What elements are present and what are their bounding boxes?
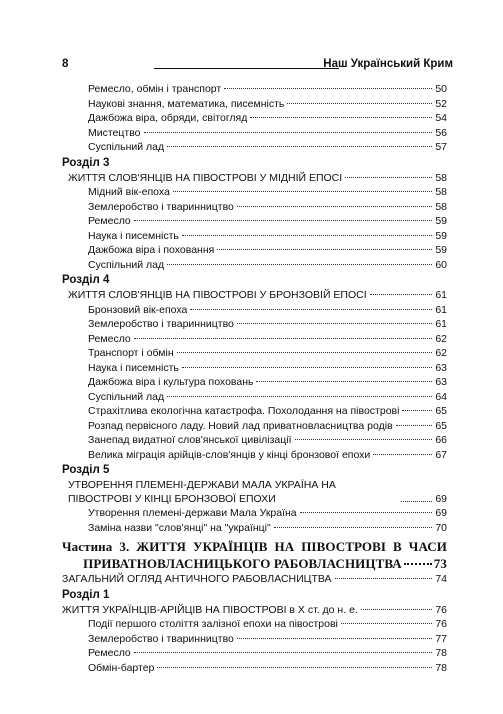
toc-entry-page: 77 <box>435 632 447 645</box>
leader-dots <box>404 563 432 565</box>
toc-entry-page: 58 <box>435 171 447 184</box>
toc-entry <box>62 361 447 376</box>
leader-dots <box>177 352 433 353</box>
toc-entry-title: Суспільний лад <box>88 141 165 153</box>
leader-dots <box>300 512 433 513</box>
toc-entry-page: 65 <box>435 419 447 432</box>
toc-entry-title: Мистецтво <box>88 126 141 139</box>
toc-entry-page: 63 <box>435 361 447 374</box>
toc-entry <box>62 303 447 318</box>
toc-entry-page: 59 <box>435 229 447 242</box>
toc-entry <box>62 390 447 405</box>
table-of-contents <box>62 82 447 675</box>
toc-entry-title: Землеробство і тваринництво <box>88 318 234 330</box>
leader-dots <box>274 527 433 528</box>
leader-dots <box>345 177 432 178</box>
toc-entry <box>62 433 447 448</box>
leader-dots <box>373 454 432 455</box>
toc-entry-page: 54 <box>435 112 447 124</box>
toc-entry-title: Ремесло <box>88 215 131 227</box>
toc-entry-page: 61 <box>435 303 447 316</box>
toc-entry-page: 65 <box>435 405 447 417</box>
leader-dots <box>224 88 432 89</box>
toc-main-entry <box>62 171 447 186</box>
leader-dots <box>157 667 432 668</box>
toc-entry <box>62 404 447 419</box>
toc-entry-title: Дажбожа віра і поховання <box>88 244 215 256</box>
toc-entry-page: 52 <box>435 97 447 110</box>
toc-entry-page: 76 <box>435 618 447 630</box>
toc-entry <box>62 185 447 200</box>
toc-entry-title: Наука і писемність <box>88 229 179 242</box>
toc-entry-title: Утворення племені-держави Мала Україна <box>88 507 297 519</box>
toc-entry-title: Ремесло <box>88 332 131 345</box>
toc-entry <box>62 521 447 536</box>
toc-entry <box>62 317 447 332</box>
toc-entry-title: Ремесло <box>88 647 131 659</box>
section-heading: Розділ 1 <box>62 588 110 601</box>
leader-dots <box>217 249 432 250</box>
toc-entry-page: 62 <box>435 347 447 359</box>
toc-entry-title: Заміна назви "слов'янці" на "українці" <box>88 521 271 534</box>
toc-entry-title: Ремесло, обмін і транспорт <box>88 83 222 95</box>
toc-entry-title: ЗАГАЛЬНИЙ ОГЛЯД АНТИЧНОГО РАБОВЛАСНИЦТВА <box>62 573 332 585</box>
toc-entry-page: 62 <box>435 332 447 345</box>
toc-entry-title: Наукові знання, математика, писемність <box>88 97 285 110</box>
toc-entry <box>62 97 447 112</box>
leader-dots <box>370 294 433 295</box>
toc-entry-title: Обмін-бартер <box>88 661 155 674</box>
toc-entry-page: 76 <box>435 603 447 616</box>
toc-entry <box>62 419 447 434</box>
toc-entry <box>62 332 447 347</box>
section-heading: Розділ 3 <box>62 156 110 169</box>
toc-entry-title: Наука і писемність <box>88 361 179 374</box>
toc-entry-page: 67 <box>435 448 447 461</box>
toc-entry <box>62 375 447 390</box>
leader-dots <box>134 338 433 339</box>
toc-entry-title: Землеробство і тваринництво <box>88 632 234 645</box>
toc-entry <box>62 661 447 676</box>
toc-entry <box>62 229 447 244</box>
part-heading <box>62 538 447 572</box>
toc-entry-title: Мідний вік-епоха <box>88 186 170 198</box>
toc-entry-title: ЖИТТЯ СЛОВ'ЯНЦІВ НА ПІВОСТРОВІ У МІДНІЙ ЕПОСІ <box>68 171 343 184</box>
toc-entry-page: 70 <box>435 521 447 534</box>
leader-dots <box>401 501 432 502</box>
toc-entry-page: 69 <box>435 493 447 505</box>
toc-entry-page: 56 <box>435 126 447 139</box>
toc-entry-page: 58 <box>435 200 447 213</box>
page-number: 8 <box>62 58 69 70</box>
leader-dots <box>256 381 432 382</box>
leader-dots <box>237 206 432 207</box>
leader-dots <box>396 425 433 426</box>
leader-dots <box>134 220 433 221</box>
toc-entry <box>62 82 447 97</box>
leader-dots <box>237 323 432 324</box>
toc-entry-page: 74 <box>435 573 447 585</box>
toc-entry-title: Страхітлива екологічна катастрофа. Похолодання на півострові <box>88 405 400 417</box>
section-heading: Розділ 5 <box>62 464 110 476</box>
leader-dots <box>182 367 432 368</box>
toc-entry-page: 61 <box>435 289 447 301</box>
toc-entry <box>62 632 447 647</box>
leader-dots <box>335 578 433 579</box>
leader-dots <box>173 191 432 192</box>
toc-entry-page: 50 <box>435 83 447 95</box>
toc-entry-title: Суспільний лад <box>88 258 165 271</box>
toc-entry-page: 66 <box>435 434 447 446</box>
leader-dots <box>190 309 432 310</box>
toc-entry-title: Розпад первісного ладу. Новий лад приватновласництва родів <box>88 419 393 432</box>
toc-entry-page: 64 <box>435 390 447 403</box>
toc-entry-page: 59 <box>435 215 447 227</box>
leader-dots <box>402 410 432 411</box>
toc-entry <box>62 200 447 215</box>
toc-entry <box>62 448 447 463</box>
toc-entry-page: 58 <box>435 186 447 198</box>
leader-dots <box>134 652 433 653</box>
toc-entry <box>62 214 447 229</box>
toc-entry-title: Суспільний лад <box>88 390 165 403</box>
leader-dots <box>144 132 433 133</box>
leader-dots <box>287 103 432 104</box>
toc-entry-title: ЖИТТЯ УКРАЇНЦІВ-АРІЙЦІВ НА ПІВОСТРОВІ в X ст. до н. е. <box>62 603 358 616</box>
toc-entry <box>62 111 447 126</box>
toc-entry <box>62 258 447 273</box>
toc-entry <box>62 243 447 258</box>
toc-entry-page: 78 <box>435 661 447 674</box>
part-heading-line1: Частина 3. ЖИТТЯ УКРАЇНЦІВ НА ПІВОСТРОВІ В ЧАСИ <box>62 539 447 554</box>
toc-entry-page: 59 <box>435 244 447 256</box>
leader-dots <box>237 638 432 639</box>
toc-entry-title: Землеробство і тваринництво <box>88 200 234 213</box>
toc-entry <box>62 646 447 661</box>
toc-entry <box>62 506 447 521</box>
leader-dots <box>250 117 432 118</box>
leader-dots <box>361 609 432 610</box>
toc-entry <box>62 126 447 141</box>
toc-main-entry <box>62 288 447 303</box>
toc-entry-title: Дажбожа віра, обряди, світогляд <box>88 112 248 124</box>
toc-entry <box>62 140 447 155</box>
header-rule <box>154 68 339 69</box>
section-heading: Розділ 4 <box>62 274 110 286</box>
leader-dots <box>341 623 432 624</box>
part-heading-line2: ПРИВАТНОВЛАСНИЦЬКОГО РАБОВЛАСНИЦТВА <box>83 556 402 571</box>
leader-dots <box>167 264 432 265</box>
toc-entry-title: УТВОРЕННЯ ПЛЕМЕНІ-ДЕРЖАВИ МАЛА УКРАЇНА НА ПІВОСТРОВІ У КІНЦІ БРОНЗОВОЇ ЕПОХИ <box>68 479 336 505</box>
toc-entry <box>62 617 447 632</box>
toc-main-entry <box>62 572 447 587</box>
toc-main-entry <box>62 603 447 618</box>
toc-entry-page: 63 <box>435 376 447 388</box>
leader-dots <box>295 439 433 440</box>
toc-entry-title: Транспорт і обмін <box>88 347 174 359</box>
toc-entry-page: 60 <box>435 258 447 271</box>
toc-entry-title: Бронзовий вік-епоха <box>88 303 188 316</box>
toc-entry-title: Занепад видатної слов'янської цивілізації <box>88 434 292 446</box>
toc-entry <box>62 346 447 361</box>
toc-entry-title: Події першого століття залізної епохи на півострові <box>88 618 338 630</box>
leader-dots <box>167 146 432 147</box>
leader-dots <box>182 235 432 236</box>
toc-main-entry <box>62 478 447 506</box>
leader-dots <box>167 396 432 397</box>
toc-entry-title: ЖИТТЯ СЛОВ'ЯНЦІВ НА ПІВОСТРОВІ У БРОНЗОВІЙ ЕПОСІ <box>68 289 367 301</box>
toc-entry-title: Велика міграція арійців-слов'янців у кінці бронзової епохи <box>88 448 371 461</box>
toc-entry-title: Дажбожа віра і культура поховань <box>88 376 254 388</box>
part-heading-page: 73 <box>433 556 447 571</box>
book-title: Наш Український Крим <box>323 58 453 70</box>
toc-entry-page: 69 <box>435 507 447 519</box>
toc-entry-page: 57 <box>435 141 447 153</box>
toc-entry-page: 61 <box>435 318 447 330</box>
toc-entry-page: 78 <box>435 647 447 659</box>
running-header <box>62 58 453 74</box>
